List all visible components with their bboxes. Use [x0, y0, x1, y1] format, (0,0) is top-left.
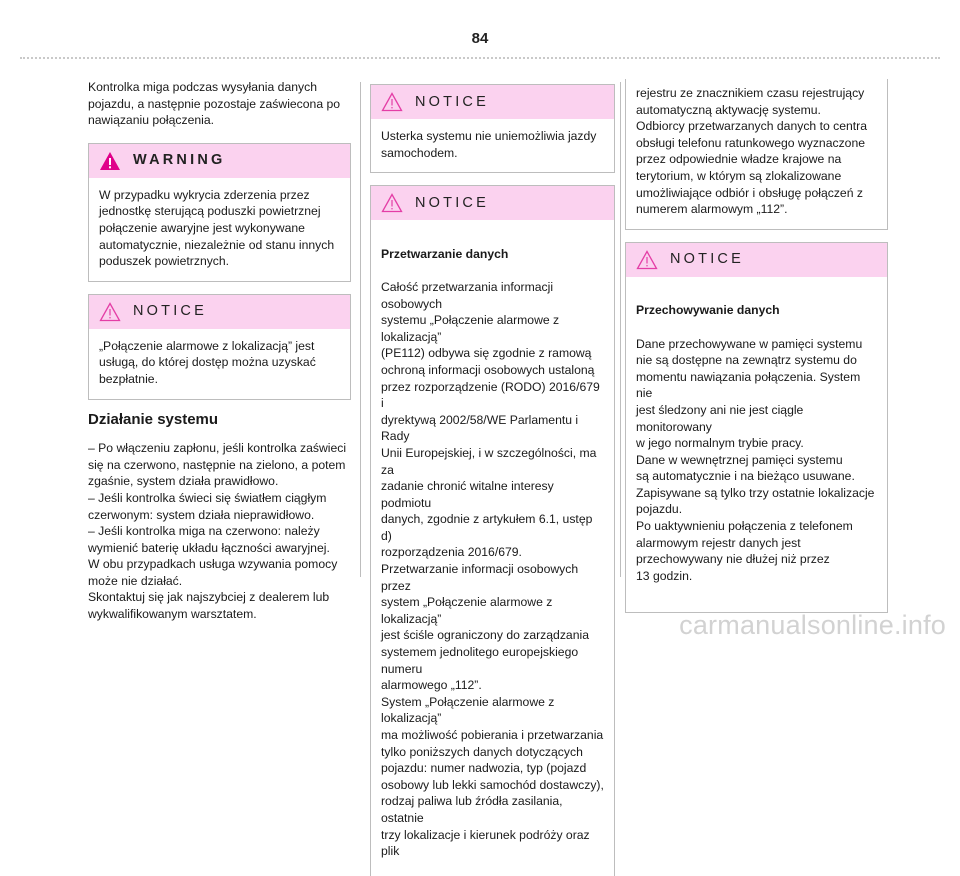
- section-heading: Działanie systemu: [88, 410, 219, 428]
- warning-text: W przypadku wykrycia zderzenia przez jednostkę sterującą poduszki powietrznej połączenie awaryjne jest wykonywane automatycznie, niezależnie od stanu innych poduszek powietrznych.: [99, 187, 335, 269]
- notice-subtitle: Przetwarzanie danych: [381, 246, 509, 261]
- column-divider: [620, 82, 621, 577]
- notice-text: Usterka systemu nie uniemożliwia jazdy samochodem.: [381, 129, 597, 160]
- warning-title: WARNING: [133, 152, 226, 169]
- continued-text: rejestru ze znacznikiem czasu rejestrujący automatyczną aktywację systemu. Odbiorcy przetwarzanych danych to centra obsługi telefonu ratunkowego wyznaczone przez odpowiednie władze krajowe na terytorium, w którym są zlokalizowane umożliwiające odbiór i obsługę połączeń z numerem alarmowym „112”.: [636, 86, 867, 217]
- notice-header: [89, 295, 350, 329]
- notice-box: [88, 294, 351, 400]
- page-number: 84: [471, 30, 489, 47]
- column-1: [88, 79, 351, 623]
- intro-text: Kontrolka miga podczas wysyłania danych pojazdu, a następnie pozostaje zaświecona po nawiązaniu połączenia.: [88, 80, 341, 128]
- section-text: – Po włączeniu zapłonu, jeśli kontrolka zaświeci się na czerwono, następnie na zielono, a potem zgaśnie, system działa prawidłowo. – Jeśli kontrolka świeci się światłem ciągłym czerwonym: system działa nieprawidłowo. – Jeśli kontrolka miga na czerwono: należy wymienić baterię układu łączności awaryjnej. W obu przypadkach usługa wzywania pomocy może nie działać. Skontaktuj się jak najszybciej z dealerem lub wykwalifikowanym warsztatem.: [88, 441, 347, 622]
- column-3: [625, 79, 888, 625]
- notice-title: NOTICE: [415, 194, 489, 211]
- top-divider: [20, 57, 940, 59]
- notice-header: [371, 186, 614, 220]
- column-divider: [360, 82, 361, 577]
- notice-box: [370, 84, 615, 173]
- notice-triangle-icon: [381, 92, 403, 112]
- warning-header: [89, 144, 350, 178]
- notice-body: [626, 277, 887, 612]
- notice-header: [371, 85, 614, 119]
- notice-text: „Połączenie alarmowe z lokalizacją” jest usługą, do której dostęp można uzyskać bezpłatnie.: [99, 338, 316, 386]
- notice-header: [626, 243, 887, 277]
- notice-text: Dane przechowywane w pamięci systemu nie są dostępne na zewnątrz systemu do momentu nawiązania połączenia. System nie jest śledzony ani nie jest ciągle monitorowany w jego normalnym trybie pracy. Dane w wewnętrznej pamięci systemu są automatycznie i na bieżąco usuwane. Zapisywane są tylko trzy ostatnie lokalizacje pojazdu. Po uaktywnieniu połączenia z telefonem alarmowym rejestr danych jest przechowywany nie dłużej niż przez 13 godzin.: [636, 336, 875, 583]
- notice-title: NOTICE: [133, 303, 207, 320]
- continued-box: [625, 79, 888, 230]
- data-storage-notice: [625, 242, 888, 613]
- data-processing-notice: [370, 185, 615, 876]
- warning-triangle-icon: [99, 151, 121, 171]
- notice-title: NOTICE: [415, 93, 489, 110]
- notice-title: NOTICE: [670, 251, 744, 268]
- notice-body: [371, 220, 614, 876]
- column-2: [370, 79, 615, 876]
- watermark-logo: carmanualsonline.info: [679, 610, 946, 640]
- notice-text: Całość przetwarzania informacji osobowych systemu „Połączenie alarmowe z lokalizacją” (PE112) odbywa się zgodnie z ramową ochroną informacji osobowych ustaloną przez rozporządzenie (RODO) 2016/679 i dyrektywą 2002/58/WE Parlamentu i Rady Unii Europejskiej, i w szczególności, ma za zadanie chronić witalne interesy podmiotu danych, zgodnie z artykułem 6.1, ustęp d) rozporządzenia 2016/679. Przetwarzanie informacji osobowych przez system „Połączenie alarmowe z lokalizacją” jest ściśle ograniczony do zarządzania systemem jednolitego europejskiego numeru alarmowego „112”. System „Połączenie alarmowe z lokalizacją” ma możliwość pobierania i przetwarzania tylko poniższych danych dotyczących pojazdu: numer nadwozia, typ (pojazd osobowy lub lekki samochód dostawczy), rodzaj paliwa lub źródła zasilania, ostatnie trzy lokalizacje i kierunek podróży oraz plik: [381, 279, 604, 859]
- warning-box: [88, 143, 351, 282]
- notice-triangle-icon: [381, 193, 403, 213]
- notice-subtitle: Przechowywanie danych: [636, 303, 780, 318]
- notice-triangle-icon: [99, 302, 121, 322]
- notice-triangle-icon: [636, 250, 658, 270]
